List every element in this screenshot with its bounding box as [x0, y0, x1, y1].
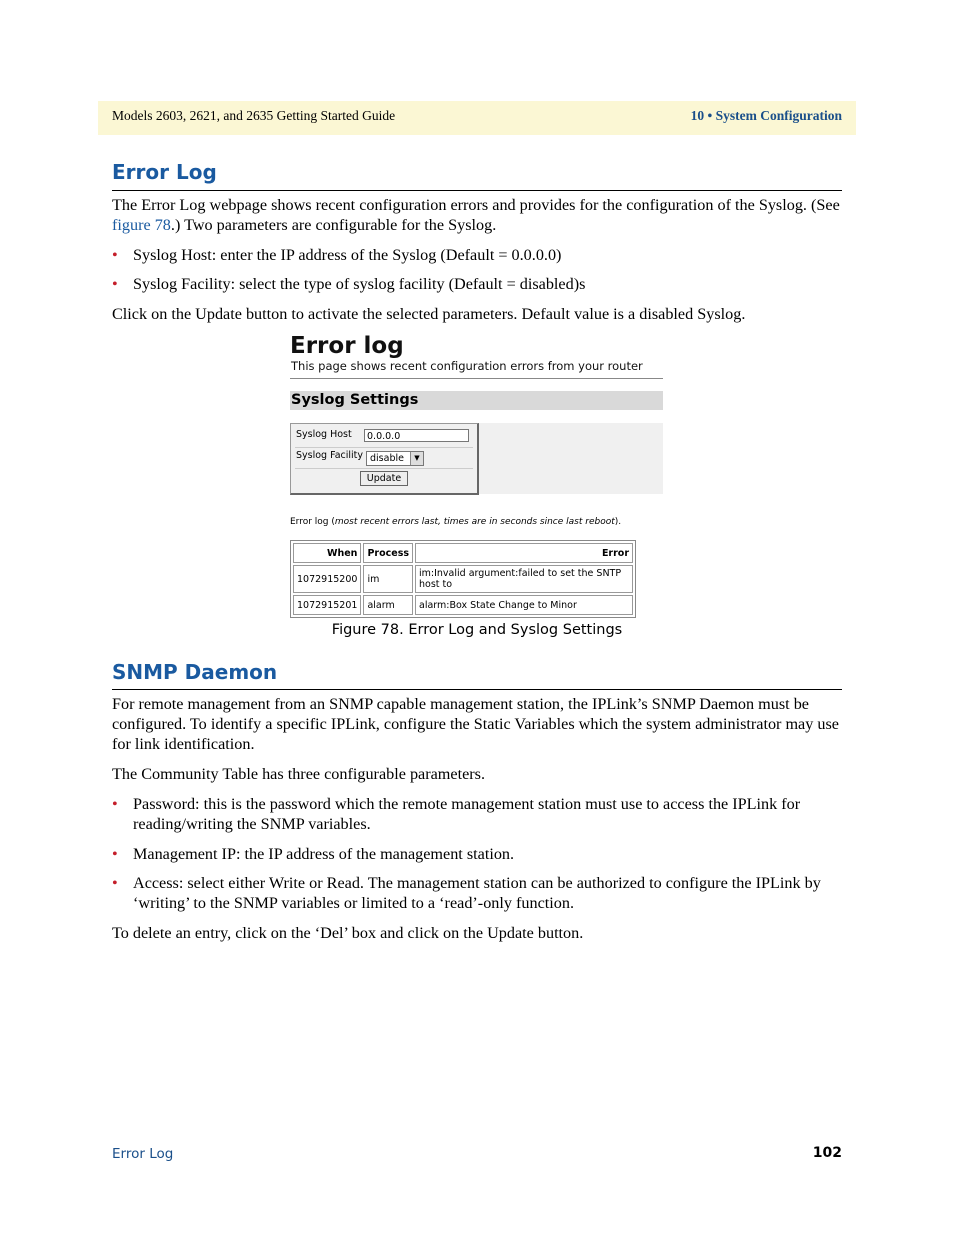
cell-error: alarm:Box State Change to Minor: [415, 595, 633, 615]
cell-process: im: [363, 565, 413, 593]
section-title-error-log: Error Log: [112, 160, 217, 184]
error-log-intro: [112, 195, 842, 235]
cell-error: im:Invalid argument:failed to set the SNTP host to: [415, 565, 633, 593]
row-divider: [295, 468, 473, 469]
running-header: [98, 101, 856, 135]
syslog-host-input[interactable]: 0.0.0.0: [364, 429, 469, 442]
note-plain: Error log (: [290, 517, 335, 527]
figure-page-subtitle: This page shows recent configuration errors from your router: [291, 359, 643, 373]
section-title-snmp-daemon: SNMP Daemon: [112, 660, 278, 684]
bullet-text: Syslog Host: enter the IP address of the Syslog (Default = 0.0.0.0): [133, 246, 562, 264]
col-process: Process: [363, 543, 413, 563]
row-divider: [295, 447, 473, 448]
bullet-text: Syslog Facility: select the type of syslog facility (Default = disabled)s: [133, 275, 586, 293]
syslog-settings-heading: [290, 391, 663, 410]
update-instructions: Click on the Update button to activate the selected parameters. Default value is a disabled Syslog.: [112, 305, 746, 323]
facility-selected-value: disable: [370, 453, 404, 464]
intro-text-b: .) Two parameters are configurable for the Syslog.: [170, 216, 497, 234]
figure-caption: Figure 78. Error Log and Syslog Settings: [331, 622, 623, 638]
syslog-host-label: Syslog Host: [296, 429, 352, 440]
col-error: Error: [415, 543, 633, 563]
bullet-icon: •: [112, 246, 118, 264]
cell-process: alarm: [363, 595, 413, 615]
syslog-settings-form: [290, 423, 479, 495]
table-row: [293, 595, 633, 615]
cell-when: 1072915201: [293, 595, 361, 615]
community-table-intro: The Community Table has three configurable parameters.: [112, 765, 485, 783]
figure-78-link[interactable]: figure 78: [112, 216, 171, 234]
intro-text-a: The Error Log webpage shows recent configuration errors and provides for the configuration of the Syslog. (See: [112, 196, 840, 214]
header-guide-title: Models 2603, 2621, and 2635 Getting Started Guide: [112, 108, 396, 123]
bullet-text: Password: this is the password which the remote management station must use to access the IPLink for reading/writing the SNMP variables.: [133, 795, 801, 833]
col-when: When: [293, 543, 361, 563]
chevron-down-icon[interactable]: ▼: [410, 452, 423, 465]
syslog-settings-label: Syslog Settings: [291, 392, 419, 408]
error-log-table: [290, 540, 636, 618]
table-header-row: [293, 543, 633, 563]
note-italic: most recent errors last, times are in seconds since last reboot: [334, 517, 615, 527]
figure-page-title: Error log: [290, 333, 404, 359]
bullet-text: Management IP: the IP address of the management station.: [133, 845, 515, 863]
update-button[interactable]: Update: [360, 471, 408, 486]
cell-when: 1072915200: [293, 565, 361, 593]
syslog-facility-select[interactable]: [366, 451, 424, 466]
section-rule: [112, 190, 842, 191]
note-end: ).: [614, 517, 622, 527]
bullet-icon: •: [112, 275, 118, 293]
bullet-icon: •: [112, 795, 118, 813]
delete-instructions: To delete an entry, click on the ‘Del’ box and click on the Update button.: [112, 924, 584, 942]
bullet-icon: •: [112, 845, 118, 863]
section-rule: [112, 689, 842, 690]
syslog-facility-label: Syslog Facility: [296, 450, 364, 461]
snmp-intro: For remote management from an SNMP capable management station, the IPLink’s SNMP Daemon must be configured. To identify a specific IPLink, configure the Static Variables which the system administrator may use for link identification.: [112, 695, 839, 753]
bullet-text: Access: select either Write or Read. The management station can be authorized to configure the IPLink by ‘writing’ to the SNMP variables or limited to a ‘read’-only function.: [133, 874, 821, 912]
bullet-icon: •: [112, 874, 118, 892]
page-number: 102: [812, 1145, 842, 1161]
footer-section: Error Log: [112, 1146, 174, 1162]
table-row: [293, 565, 633, 593]
figure-divider: [290, 378, 663, 379]
header-chapter: 10 • System Configuration: [690, 108, 842, 123]
error-log-note: [290, 517, 621, 527]
